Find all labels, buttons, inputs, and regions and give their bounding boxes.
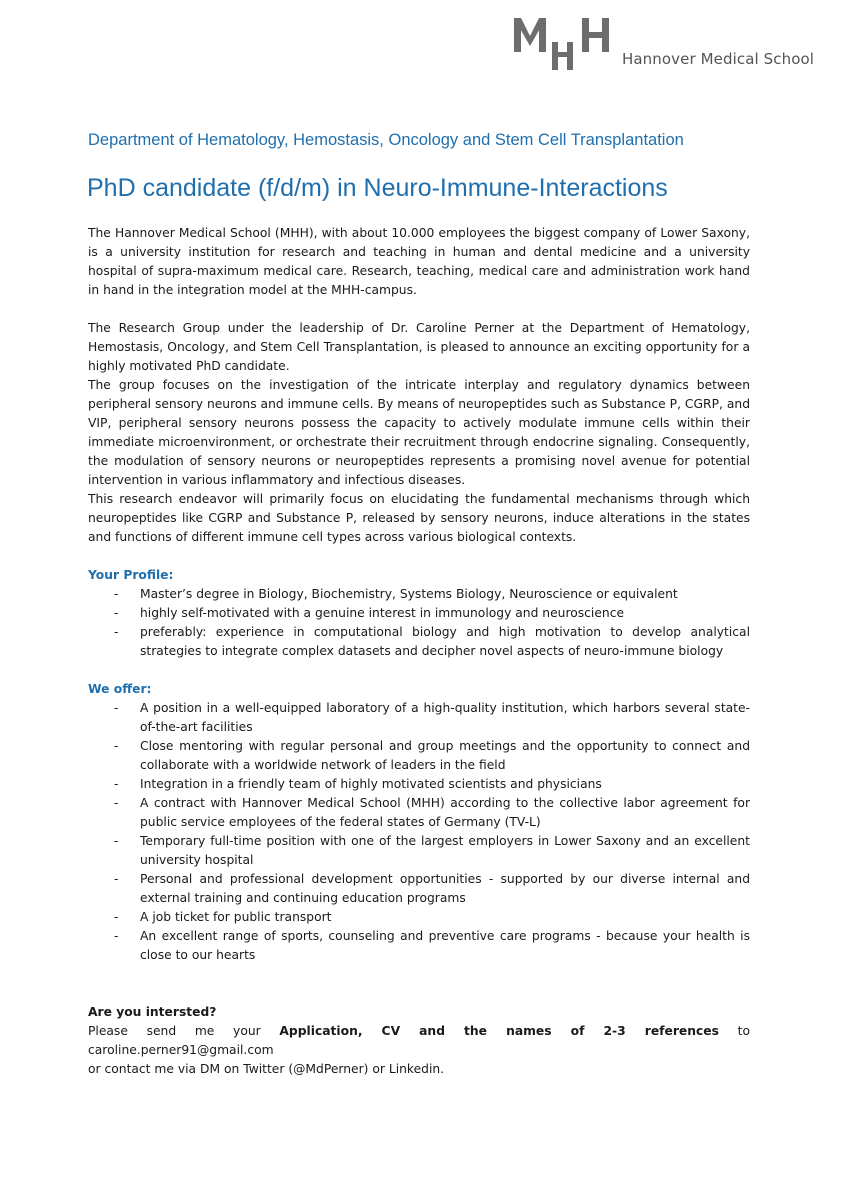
- offer-list: [88, 699, 750, 965]
- job-description: [88, 224, 750, 1079]
- list-item: - Temporary full-time position with one of the largest employers in Lower Saxony and an excellent university hospital: [88, 832, 750, 870]
- contact-line-application: [88, 1022, 750, 1060]
- department-name: Department of Hematology, Hemostasis, Oncology and Stem Cell Transplantation: [88, 131, 684, 149]
- contact-email: to caroline.perner91@gmail.com: [88, 1024, 750, 1057]
- mhh-logo: [514, 16, 824, 76]
- institution-name: Hannover Medical School: [622, 50, 815, 68]
- page-title: PhD candidate (f/d/m) in Neuro-Immune-Interactions: [87, 174, 668, 202]
- profile-list: [88, 585, 750, 661]
- intro-paragraph-mhh: The Hannover Medical School (MHH), with about 10.000 employees the biggest company of Lower Saxony, is a university institution for research and teaching in human and dental medicine and a university hospital of supra-maximum medical care. Research, teaching, medical care and administration work hand in hand in the integration model at the MHH-campus.: [88, 226, 750, 297]
- contact-line-social: or contact me via DM on Twitter (@MdPerner) or Linkedin.: [88, 1062, 445, 1076]
- contact-prefix: Please send me your: [88, 1024, 280, 1038]
- list-item: - A contract with Hannover Medical School (MHH) according to the collective labor agreement for public service employees of the federal states of Germany (TV-L): [88, 794, 750, 832]
- list-item: - Integration in a friendly team of highly motivated scientists and physicians: [88, 775, 750, 794]
- list-item: - Personal and professional development opportunities - supported by our diverse internal and external training and continuing education programs: [88, 870, 750, 908]
- list-item: - preferably: experience in computational biology and high motivation to develop analytical strategies to integrate complex datasets and decipher novel aspects of neuro-immune biology: [88, 623, 750, 661]
- intro-paragraph-focus: The group focuses on the investigation of the intricate interplay and regulatory dynamics between peripheral sensory neurons and immune cells. By means of neuropeptides such as Substance P, CGRP, and VIP, peripheral sensory neurons possess the capacity to actively modulate immune cells within their immediate microenvironment, or orchestrate their recruitment through endocrine signaling. Consequently, the modulation of sensory neurons or neuropeptides represents a promising novel avenue for potential intervention in various inflammatory and infectious diseases.: [88, 378, 750, 487]
- contact-section: [88, 1003, 750, 1079]
- list-item: - highly self-motivated with a genuine interest in immunology and neuroscience: [88, 604, 750, 623]
- list-item: - An excellent range of sports, counseling and preventive care programs - because your health is close to our hearts: [88, 927, 750, 965]
- contact-required-documents: Application, CV and the names of 2-3 references: [279, 1024, 719, 1038]
- intro-paragraph-group: The Research Group under the leadership of Dr. Caroline Perner at the Department of Hematology, Hemostasis, Oncology, and Stem Cell Transplantation, is pleased to announce an exciting opportunity for a highly motivated PhD candidate.: [88, 321, 750, 373]
- intro-paragraph-research: This research endeavor will primarily focus on elucidating the fundamental mechanisms through which neuropeptides like CGRP and Substance P, released by sensory neurons, induce alterations in the states and functions of different immune cell types across various biological contexts.: [88, 492, 750, 544]
- list-item: - A position in a well-equipped laboratory of a high-quality institution, which harbors several state-of-the-art facilities: [88, 699, 750, 737]
- list-item: - A job ticket for public transport: [88, 908, 750, 927]
- list-item: - Close mentoring with regular personal and group meetings and the opportunity to connect and collaborate with a worldwide network of leaders in the field: [88, 737, 750, 775]
- contact-heading: Are you intersted?: [88, 1005, 217, 1019]
- offer-heading: We offer:: [88, 682, 152, 696]
- mhh-logo-mark: [514, 16, 614, 72]
- profile-heading: Your Profile:: [88, 568, 174, 582]
- list-item: - Master’s degree in Biology, Biochemistry, Systems Biology, Neuroscience or equivalent: [88, 585, 750, 604]
